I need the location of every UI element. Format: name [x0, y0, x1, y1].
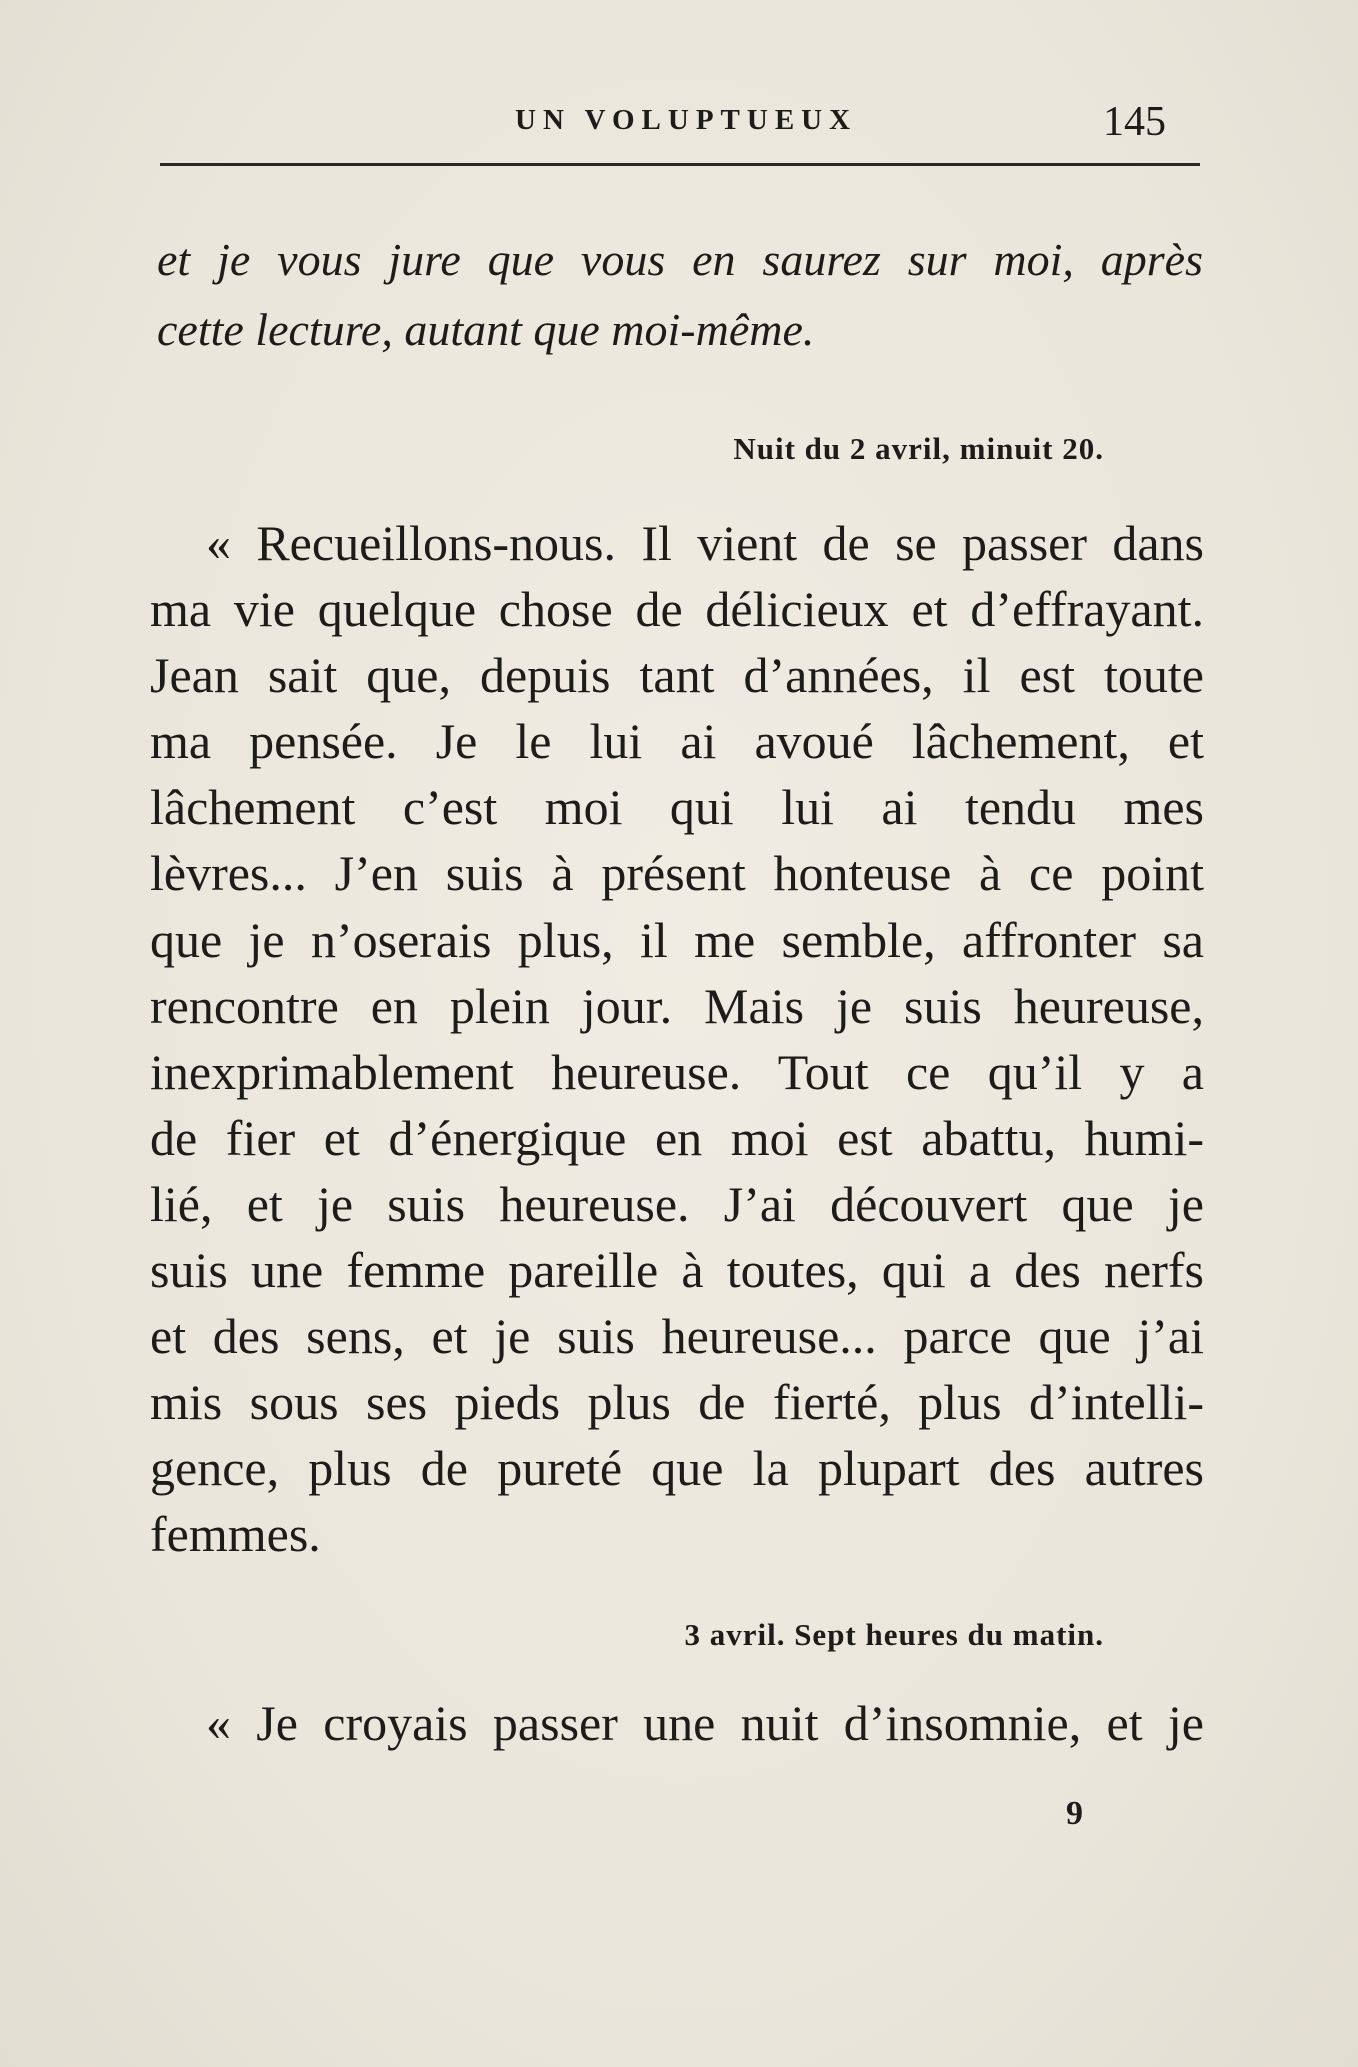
body-line: gence, plus de pureté que la plupart des autres — [150, 1440, 1204, 1497]
italic-line: cette lecture, autant que moi-même. — [157, 304, 815, 355]
body-line: « Je croyais passer une nuit d’insomnie, et je — [206, 1695, 1204, 1751]
body-line: ma pensée. Je le lui ai avoué lâchement, et — [150, 713, 1204, 770]
body-line: Jean sait que, depuis tant d’années, il est toute — [150, 647, 1204, 704]
italic-line: et je vous jure que vous en saurez sur moi, après — [157, 234, 1203, 285]
body-line: suis une femme pareille à toutes, qui a des nerfs — [150, 1242, 1204, 1299]
page-number: 145 — [1103, 99, 1166, 145]
body-line: ma vie quelque chose de délicieux et d’effrayant. — [150, 581, 1204, 638]
entry-dateline: Nuit du 2 avril, minuit 20. — [733, 431, 1104, 466]
entry-body — [150, 510, 1204, 1568]
italic-passage — [157, 225, 1203, 365]
body-line: que je n’oserais plus, il me semble, affronter sa — [150, 911, 1204, 968]
body-line: inexprimablement heureuse. Tout ce qu’il y a — [150, 1043, 1204, 1100]
body-line: mis sous ses pieds plus de fierté, plus d’intelli- — [150, 1374, 1204, 1431]
body-line: femmes. — [150, 1506, 321, 1563]
body-line: lâchement c’est moi qui lui ai tendu mes — [150, 779, 1204, 836]
body-line: et des sens, et je suis heureuse... parce que j’ai — [150, 1308, 1204, 1365]
running-title: UN VOLUPTUEUX — [515, 104, 858, 136]
body-line: lèvres... J’en suis à présent honteuse à ce point — [150, 845, 1204, 902]
signature-mark: 9 — [1066, 1795, 1083, 1832]
body-line: lié, et je suis heureuse. J’ai découvert que je — [150, 1175, 1204, 1232]
header-rule — [160, 163, 1200, 166]
body-line: de fier et d’énergique en moi est abattu, humi- — [150, 1109, 1204, 1166]
entry-body — [150, 1690, 1204, 1756]
entry-dateline: 3 avril. Sept heures du matin. — [684, 1617, 1104, 1652]
body-line: rencontre en plein jour. Mais je suis heureuse, — [150, 977, 1204, 1034]
body-line: « Recueillons-nous. Il vient de se passer dans — [206, 515, 1204, 571]
